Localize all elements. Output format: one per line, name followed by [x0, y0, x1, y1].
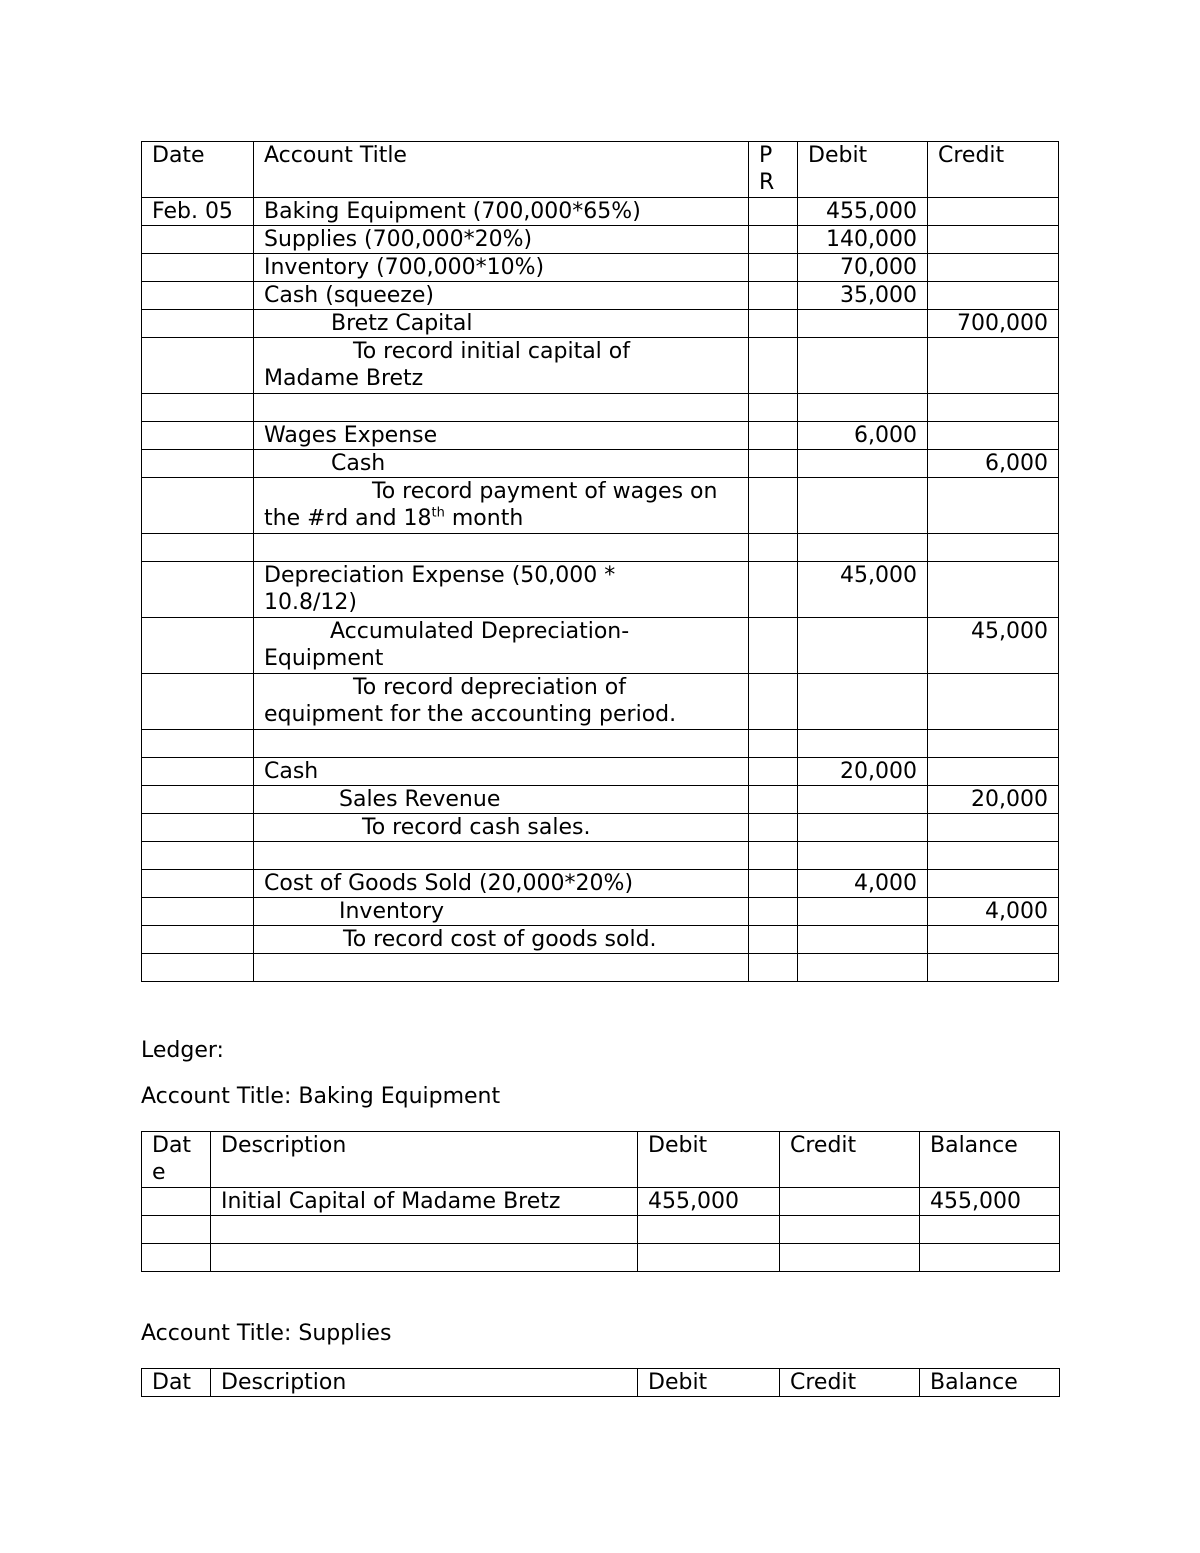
header-debit: Debit — [638, 1369, 780, 1397]
table-row — [142, 478, 1059, 534]
explanation-cell: To record cost of goods sold. — [254, 926, 749, 954]
balance-cell: 455,000 — [920, 1188, 1060, 1216]
credit-cell: 20,000 — [928, 786, 1059, 814]
pr-cell — [749, 842, 798, 870]
account-title-cell: Supplies (700,000*20%) — [254, 226, 749, 254]
account-title-cell: Cash — [254, 450, 749, 478]
header-credit: Credit — [780, 1132, 920, 1188]
credit-cell: 6,000 — [928, 450, 1059, 478]
table-row — [142, 786, 1059, 814]
pr-cell — [749, 814, 798, 842]
account-title-cell: Sales Revenue — [254, 786, 749, 814]
account-title-cell — [254, 842, 749, 870]
date-cell — [142, 814, 254, 842]
credit-cell — [928, 226, 1059, 254]
table-row — [142, 394, 1059, 422]
date-cell — [142, 450, 254, 478]
credit-cell — [780, 1188, 920, 1216]
table-row — [142, 254, 1059, 282]
debit-cell: 455,000 — [798, 198, 928, 226]
credit-cell — [928, 394, 1059, 422]
account-title-cell: Inventory — [254, 898, 749, 926]
debit-cell: 45,000 — [798, 562, 928, 618]
pr-cell — [749, 226, 798, 254]
account-title-cell — [254, 534, 749, 562]
debit-cell: 4,000 — [798, 870, 928, 898]
table-row — [142, 730, 1059, 758]
table-row — [142, 814, 1059, 842]
date-cell — [142, 870, 254, 898]
table-row — [142, 1244, 1060, 1272]
table-row — [142, 226, 1059, 254]
table-row — [142, 282, 1059, 310]
table-row — [142, 954, 1059, 982]
explanation-line: Madame Bretz — [264, 366, 424, 391]
credit-cell — [928, 282, 1059, 310]
account-title-cell: Wages Expense — [254, 422, 749, 450]
ledger-heading: Ledger: — [141, 1038, 224, 1063]
debit-cell — [798, 618, 928, 674]
pr-cell — [749, 674, 798, 730]
pr-cell — [749, 422, 798, 450]
table-row — [142, 198, 1059, 226]
table-row — [142, 310, 1059, 338]
pr-cell — [749, 954, 798, 982]
credit-cell: 700,000 — [928, 310, 1059, 338]
table-row — [142, 1188, 1060, 1216]
table-row — [142, 534, 1059, 562]
account-title-cell — [254, 394, 749, 422]
debit-cell: 20,000 — [798, 758, 928, 786]
credit-cell — [780, 1244, 920, 1272]
explanation-cell — [254, 674, 749, 730]
pr-cell — [749, 870, 798, 898]
debit-cell — [798, 478, 928, 534]
table-row — [142, 870, 1059, 898]
pr-cell — [749, 926, 798, 954]
table-row — [142, 898, 1059, 926]
header-credit: Credit — [928, 142, 1059, 198]
pr-cell — [749, 310, 798, 338]
debit-cell — [798, 898, 928, 926]
date-cell — [142, 954, 254, 982]
table-row — [142, 450, 1059, 478]
date-cell — [142, 1188, 211, 1216]
pr-cell — [749, 198, 798, 226]
description-cell — [211, 1216, 638, 1244]
credit-cell — [928, 842, 1059, 870]
pr-cell — [749, 758, 798, 786]
header-date: Dat — [142, 1369, 211, 1397]
explanation-line: To record payment of wages on — [372, 479, 718, 504]
debit-cell — [798, 730, 928, 758]
ledger-table-baking-equipment — [141, 1131, 1060, 1272]
debit-cell: 70,000 — [798, 254, 928, 282]
debit-cell: 6,000 — [798, 422, 928, 450]
date-cell — [142, 282, 254, 310]
debit-cell: 455,000 — [638, 1188, 780, 1216]
credit-cell — [928, 338, 1059, 394]
date-cell — [142, 534, 254, 562]
date-cell — [142, 310, 254, 338]
account-title-cell — [254, 954, 749, 982]
header-date: Dat e — [142, 1132, 211, 1188]
explanation-text: the #rd and 18 — [264, 506, 432, 531]
journal-table — [141, 141, 1059, 982]
credit-cell — [928, 562, 1059, 618]
account-title-line: Equipment — [264, 646, 384, 671]
pr-cell — [749, 254, 798, 282]
table-row — [142, 1216, 1060, 1244]
debit-cell — [798, 926, 928, 954]
credit-cell — [928, 534, 1059, 562]
credit-cell — [928, 478, 1059, 534]
debit-cell — [798, 338, 928, 394]
table-row — [142, 562, 1059, 618]
credit-cell: 4,000 — [928, 898, 1059, 926]
date-cell — [142, 786, 254, 814]
description-cell: Initial Capital of Madame Bretz — [211, 1188, 638, 1216]
account-title-cell — [254, 618, 749, 674]
account-title-cell: Bretz Capital — [254, 310, 749, 338]
date-cell — [142, 478, 254, 534]
pr-cell — [749, 562, 798, 618]
header-debit: Debit — [798, 142, 928, 198]
date-cell — [142, 562, 254, 618]
date-cell — [142, 394, 254, 422]
explanation-text: month — [444, 506, 524, 531]
header-description: Description — [211, 1369, 638, 1397]
date-cell — [142, 1244, 211, 1272]
balance-cell — [920, 1216, 1060, 1244]
account-title-line: 10.8/12) — [264, 590, 357, 615]
header-debit: Debit — [638, 1132, 780, 1188]
account-title-line: Accumulated Depreciation- — [330, 619, 630, 644]
debit-cell — [798, 814, 928, 842]
debit-cell — [798, 310, 928, 338]
account-title-line: Depreciation Expense (50,000 * — [264, 563, 616, 588]
debit-cell — [638, 1244, 780, 1272]
pr-cell — [749, 450, 798, 478]
pr-cell — [749, 898, 798, 926]
journal-header-row — [142, 142, 1059, 198]
date-cell — [142, 926, 254, 954]
account-title-cell: Cash (squeeze) — [254, 282, 749, 310]
explanation-line: To record initial capital of — [353, 339, 630, 364]
credit-cell — [928, 254, 1059, 282]
credit-cell — [780, 1216, 920, 1244]
credit-cell — [928, 758, 1059, 786]
pr-cell — [749, 618, 798, 674]
header-balance: Balance — [920, 1369, 1060, 1397]
date-cell — [142, 226, 254, 254]
description-cell — [211, 1244, 638, 1272]
pr-cell — [749, 534, 798, 562]
debit-cell — [798, 394, 928, 422]
date-cell — [142, 674, 254, 730]
date-cell — [142, 898, 254, 926]
credit-cell — [928, 730, 1059, 758]
debit-cell — [798, 786, 928, 814]
date-cell — [142, 338, 254, 394]
pr-cell — [749, 478, 798, 534]
debit-cell: 35,000 — [798, 282, 928, 310]
balance-cell — [920, 1244, 1060, 1272]
credit-cell — [928, 954, 1059, 982]
pr-cell — [749, 394, 798, 422]
header-description: Description — [211, 1132, 638, 1188]
table-row — [142, 674, 1059, 730]
debit-cell — [798, 674, 928, 730]
date-cell — [142, 1216, 211, 1244]
table-row — [142, 758, 1059, 786]
ledger-header-row — [142, 1369, 1060, 1397]
header-credit: Credit — [780, 1369, 920, 1397]
header-balance: Balance — [920, 1132, 1060, 1188]
header-pr: P R — [749, 142, 798, 198]
credit-cell — [928, 674, 1059, 730]
credit-cell — [928, 926, 1059, 954]
account-title-cell: Baking Equipment (700,000*65%) — [254, 198, 749, 226]
table-row — [142, 618, 1059, 674]
debit-cell — [798, 954, 928, 982]
debit-cell — [798, 534, 928, 562]
header-date: Date — [142, 142, 254, 198]
explanation-cell — [254, 338, 749, 394]
date-cell: Feb. 05 — [142, 198, 254, 226]
date-cell — [142, 254, 254, 282]
credit-cell — [928, 814, 1059, 842]
account-title-cell: Cash — [254, 758, 749, 786]
debit-cell: 140,000 — [798, 226, 928, 254]
explanation-line: equipment for the accounting period. — [264, 702, 677, 727]
credit-cell: 45,000 — [928, 618, 1059, 674]
account-title-cell: Inventory (700,000*10%) — [254, 254, 749, 282]
explanation-line — [264, 505, 738, 532]
explanation-line: To record depreciation of — [353, 675, 627, 700]
explanation-cell: To record cash sales. — [254, 814, 749, 842]
table-row — [142, 338, 1059, 394]
date-cell — [142, 842, 254, 870]
ledger-table-supplies — [141, 1368, 1060, 1397]
pr-cell — [749, 786, 798, 814]
pr-cell — [749, 730, 798, 758]
table-row — [142, 926, 1059, 954]
pr-cell — [749, 282, 798, 310]
credit-cell — [928, 870, 1059, 898]
ledger-header-row — [142, 1132, 1060, 1188]
date-cell — [142, 422, 254, 450]
debit-cell — [638, 1216, 780, 1244]
date-cell — [142, 730, 254, 758]
debit-cell — [798, 842, 928, 870]
account-title-cell: Cost of Goods Sold (20,000*20%) — [254, 870, 749, 898]
date-cell — [142, 618, 254, 674]
table-row — [142, 842, 1059, 870]
date-cell — [142, 758, 254, 786]
table-row — [142, 422, 1059, 450]
pr-cell — [749, 338, 798, 394]
account-title-cell — [254, 730, 749, 758]
ledger-account-title: Account Title: Supplies — [141, 1321, 392, 1346]
account-title-cell — [254, 562, 749, 618]
debit-cell — [798, 450, 928, 478]
header-account-title: Account Title — [254, 142, 749, 198]
ledger-account-title: Account Title: Baking Equipment — [141, 1084, 501, 1109]
credit-cell — [928, 422, 1059, 450]
ordinal-superscript: th — [431, 505, 445, 521]
explanation-cell — [254, 478, 749, 534]
credit-cell — [928, 198, 1059, 226]
